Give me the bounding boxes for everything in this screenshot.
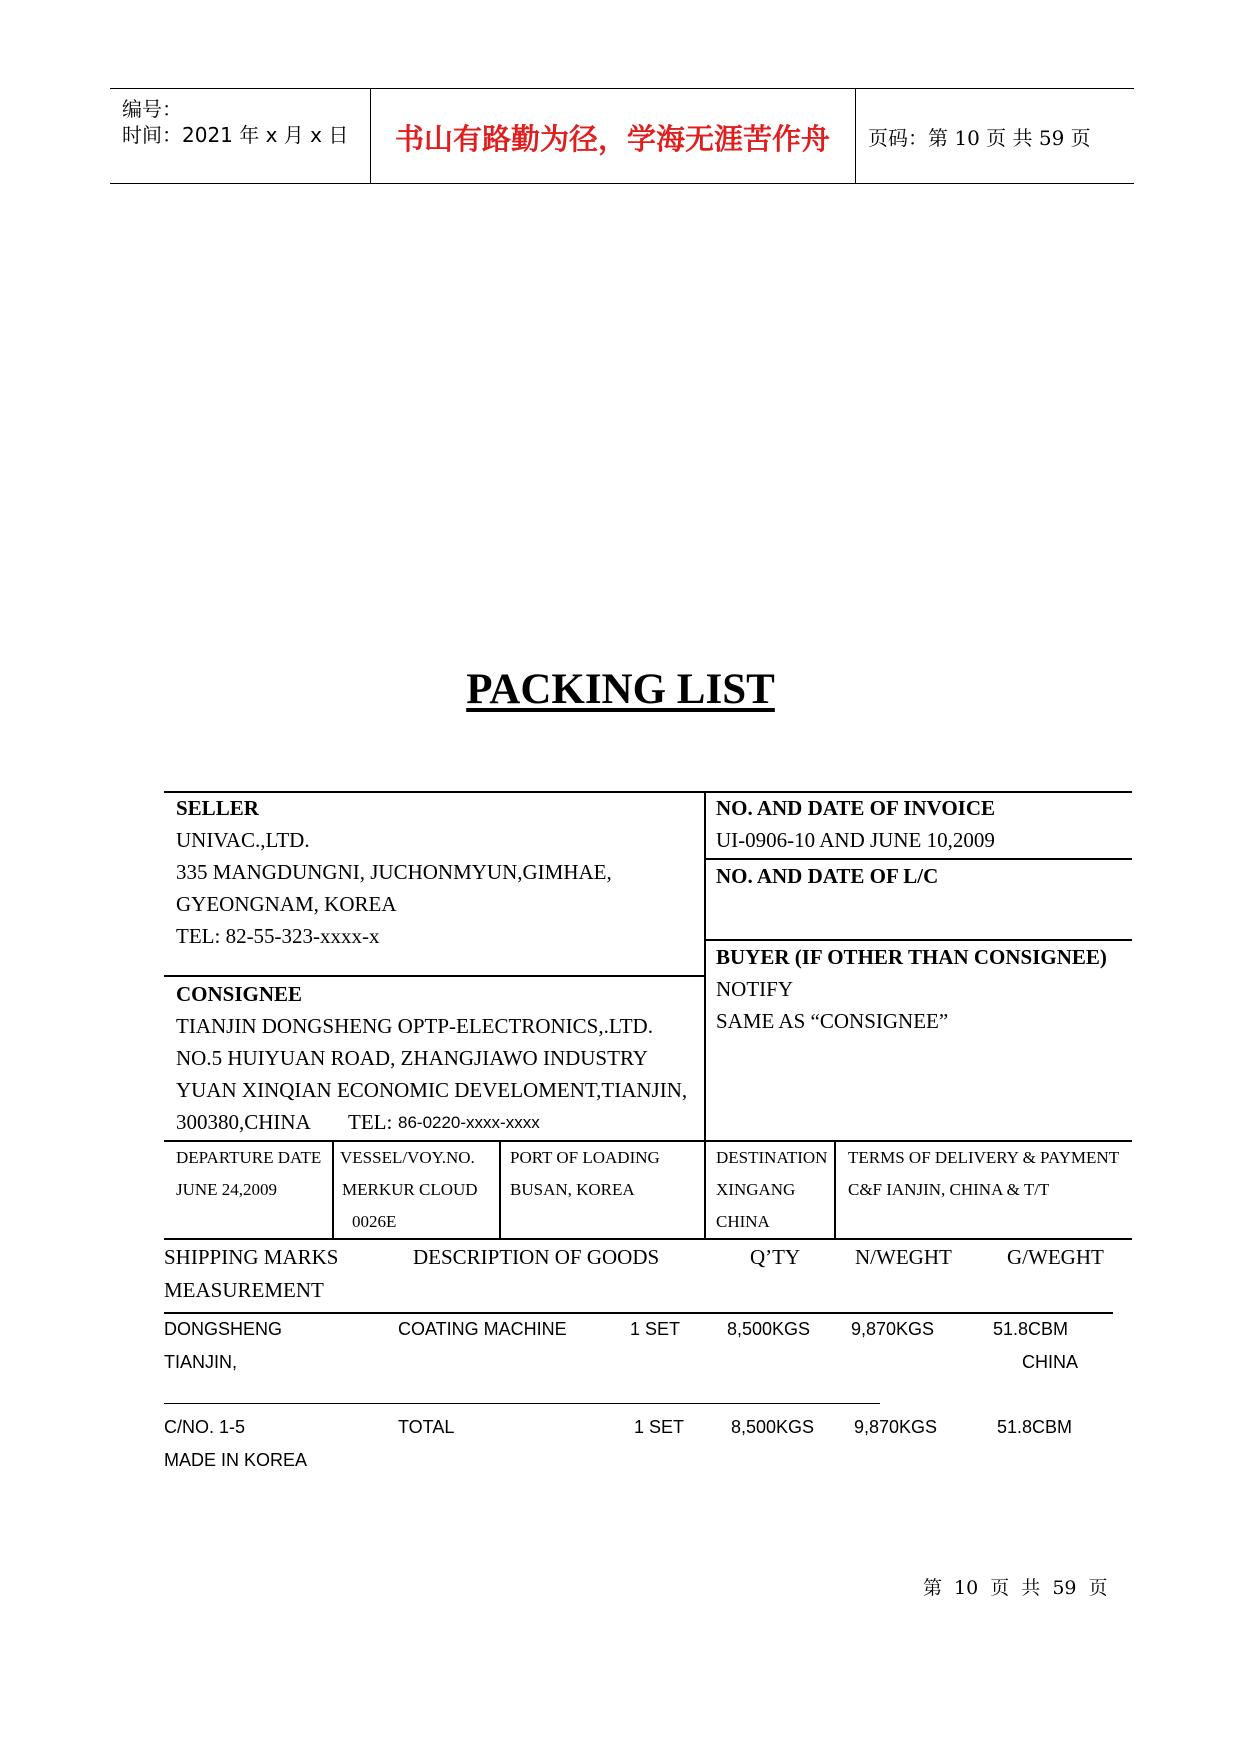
shipment-divider-1 — [332, 1140, 334, 1238]
buyer-line: NOTIFY — [716, 977, 793, 1001]
shipment-divider-3 — [834, 1140, 836, 1238]
net-weight-header: N/WEGHT — [855, 1245, 952, 1269]
row-qty: 1 SET — [630, 1319, 681, 1339]
departure-label: DEPARTURE DATE — [176, 1148, 322, 1167]
buyer-label: BUYER (IF OTHER THAN CONSIGNEE) — [716, 945, 1107, 969]
seller-line: TEL: 82-55-323-xxxx-x — [176, 924, 380, 948]
seller-line: GYEONGNAM, KOREA — [176, 892, 397, 916]
total-origin-mark: MADE IN KOREA — [164, 1450, 308, 1470]
lc-divider — [705, 939, 1132, 941]
row-description: COATING MACHINE — [398, 1319, 567, 1339]
total-label: TOTAL — [398, 1417, 455, 1437]
consignee-line: TIANJIN DONGSHENG OPTP-ELECTRONICS,.LTD. — [176, 1014, 653, 1038]
consignee-label: CONSIGNEE — [176, 982, 303, 1006]
port-label: PORT OF LOADING — [510, 1148, 660, 1167]
header-motto-cell — [370, 89, 856, 183]
row-origin: CHINA — [1022, 1352, 1079, 1372]
shipment-top-border — [164, 1140, 1132, 1142]
shipment-bottom-border — [164, 1238, 1132, 1240]
total-measurement: 51.8CBM — [997, 1417, 1073, 1437]
page-info: 页码：第 10 页 共 59 页 — [868, 126, 1091, 150]
vessel-value: MERKUR CLOUD — [342, 1180, 478, 1199]
vessel-value-2: 0026E — [352, 1212, 397, 1231]
document-time-label: 时间：2021 年 x 月 x 日 — [122, 123, 349, 147]
lc-label: NO. AND DATE OF L/C — [716, 864, 939, 888]
packing-list-form — [164, 791, 1132, 1240]
destination-value: XINGANG — [716, 1180, 796, 1199]
total-qty: 1 SET — [634, 1417, 685, 1437]
seller-line: UNIVAC.,LTD. — [176, 828, 310, 852]
main-column-divider — [704, 791, 706, 1238]
goods-subtotal-rule — [164, 1403, 880, 1404]
total-gross-weight: 9,870KGS — [854, 1417, 938, 1437]
total-net-weight: 8,500KGS — [731, 1417, 815, 1437]
seller-line: 335 MANGDUNGNI, JUCHONMYUN,GIMHAE, — [176, 860, 612, 884]
page-header — [110, 88, 1134, 184]
consignee-postal: 300380,CHINA — [176, 1110, 311, 1134]
departure-value: JUNE 24,2009 — [176, 1180, 278, 1199]
row-shipping-mark-2: TIANJIN, — [164, 1352, 238, 1372]
invoice-divider — [705, 858, 1132, 860]
seller-label: SELLER — [176, 796, 259, 820]
seller-divider — [164, 975, 705, 977]
measurement-header: MEASUREMENT — [164, 1278, 324, 1302]
shipping-marks-header: SHIPPING MARKS — [164, 1245, 339, 1269]
form-top-border — [164, 791, 1132, 793]
shipment-divider-2 — [499, 1140, 501, 1238]
header-meta-cell — [110, 89, 371, 183]
row-net-weight: 8,500KGS — [727, 1319, 811, 1339]
row-shipping-mark: DONGSHENG — [164, 1319, 283, 1339]
description-header: DESCRIPTION OF GOODS — [413, 1245, 660, 1269]
invoice-label: NO. AND DATE OF INVOICE — [716, 796, 996, 820]
gross-weight-header: G/WEGHT — [1007, 1245, 1104, 1269]
row-gross-weight: 9,870KGS — [851, 1319, 935, 1339]
consignee-line: NO.5 HUIYUAN ROAD, ZHANGJIAWO INDUSTRY — [176, 1046, 648, 1070]
row-measurement: 51.8CBM — [993, 1319, 1069, 1339]
total-shipping-mark: C/NO. 1-5 — [164, 1417, 246, 1437]
terms-label: TERMS OF DELIVERY & PAYMENT — [848, 1148, 1120, 1167]
consignee-line: YUAN XINQIAN ECONOMIC DEVELOMENT,TIANJIN, — [176, 1078, 688, 1102]
vessel-label: VESSEL/VOY.NO. — [340, 1148, 475, 1167]
page-footer: 第 10 页 共 59 页 — [923, 1577, 1108, 1599]
header-page-cell — [856, 89, 1134, 183]
invoice-value: UI-0906-10 AND JUNE 10,2009 — [716, 828, 995, 852]
motto-text: 书山有路勤为径，学海无涯苦作舟 — [394, 122, 830, 156]
terms-value: C&F IANJIN, CHINA & T/T — [848, 1180, 1050, 1199]
buyer-line: SAME AS “CONSIGNEE” — [716, 1009, 949, 1033]
consignee-tel-number: 86-0220-xxxx-xxxx — [398, 1113, 540, 1132]
destination-label: DESTINATION — [716, 1148, 828, 1167]
qty-header: Q’TY — [750, 1245, 801, 1269]
destination-value-2: CHINA — [716, 1212, 770, 1231]
consignee-tel-label: TEL: — [348, 1110, 393, 1134]
document-number-label: 编号： — [122, 97, 182, 121]
port-value: BUSAN, KOREA — [510, 1180, 635, 1199]
goods-header-rule — [164, 1312, 1113, 1314]
document-title — [0, 665, 1241, 714]
document-title-text: PACKING LIST — [466, 666, 775, 713]
